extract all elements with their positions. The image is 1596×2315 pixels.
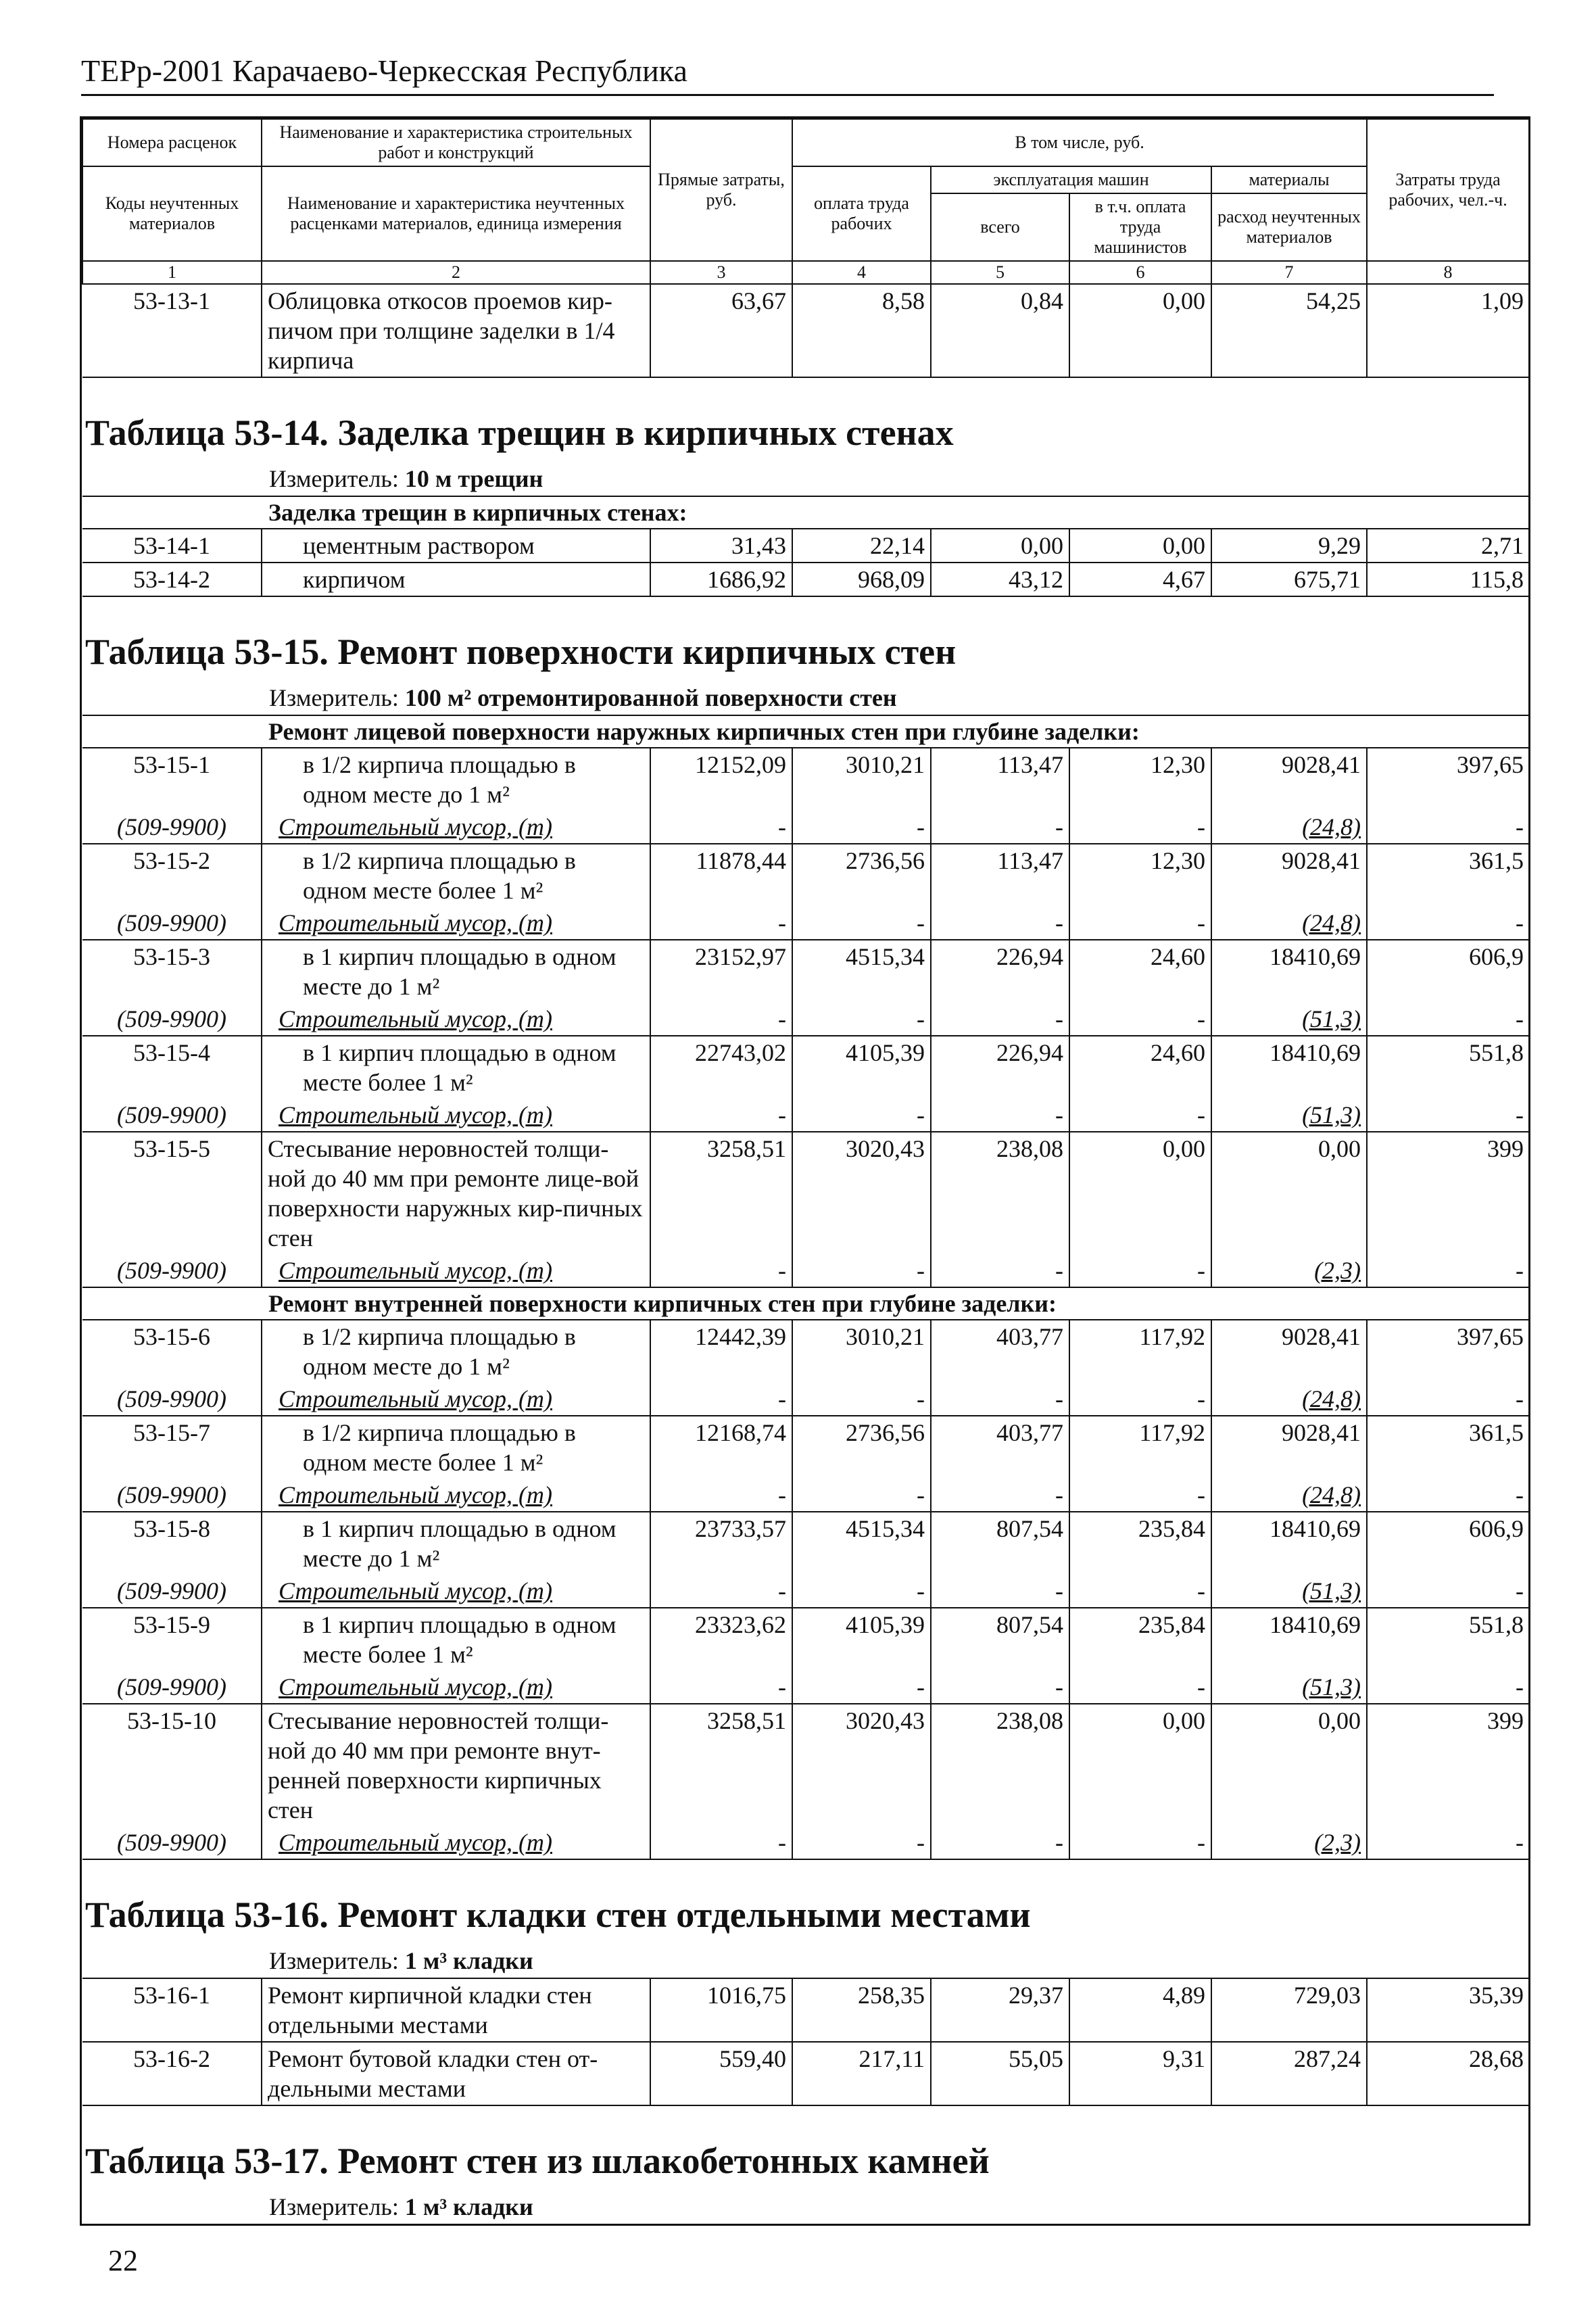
- row-name: в 1 кирпич площадью в одном месте более 1 м²: [262, 1036, 650, 1099]
- row-value: 4105,39: [792, 1608, 931, 1671]
- material-consumption: (24,8): [1211, 1383, 1367, 1416]
- col-header-direct-costs: Прямые затраты, руб.: [650, 119, 792, 261]
- table-row: [82, 1608, 1529, 1671]
- row-value: 606,9: [1367, 1512, 1529, 1575]
- meter-value: 10 м трещин: [404, 465, 543, 492]
- meter-label: Измеритель:: [269, 1947, 399, 1974]
- dash-value: -: [792, 1826, 931, 1859]
- waste-material-row: [82, 1575, 1529, 1608]
- col-header-machine-operators: в т.ч. оплата труда машинистов: [1069, 193, 1211, 261]
- waste-material-row: [82, 1254, 1529, 1287]
- material-consumption: (2,3): [1211, 1826, 1367, 1859]
- row-value: 235,84: [1069, 1608, 1211, 1671]
- section-heading: Ремонт лицевой поверхности наружных кирпичных стен при глубине заделки:: [82, 715, 1529, 748]
- row-value: 397,65: [1367, 1320, 1529, 1383]
- row-value: 403,77: [931, 1416, 1069, 1479]
- material-code: (509-9900): [82, 1099, 262, 1132]
- waste-material-row: [82, 811, 1529, 844]
- row-value: 18410,69: [1211, 1512, 1367, 1575]
- row-code: 53-14-1: [82, 529, 262, 563]
- row-code: 53-15-6: [82, 1320, 262, 1383]
- dash-value: -: [650, 1671, 792, 1704]
- row-value: 2736,56: [792, 1416, 931, 1479]
- row-value: 551,8: [1367, 1036, 1529, 1099]
- row-value: 226,94: [931, 940, 1069, 1003]
- row-value: 115,8: [1367, 563, 1529, 596]
- row-value: 4,89: [1069, 1978, 1211, 2042]
- row-code: 53-14-2: [82, 563, 262, 596]
- col-header-materials: материалы: [1211, 166, 1367, 193]
- row-code: 53-13-1: [82, 284, 262, 377]
- row-value: 23733,57: [650, 1512, 792, 1575]
- row-value: 117,92: [1069, 1416, 1211, 1479]
- waste-material-row: [82, 907, 1529, 940]
- row-name: Облицовка откосов проемов кир-пичом при толщине заделки в 1/4 кирпича: [262, 284, 650, 377]
- table-title: Таблица 53-15. Ремонт поверхности кирпичных стен: [82, 596, 1529, 681]
- col-header-materials-consumption: расход неучтенных материалов: [1211, 193, 1367, 261]
- dash-value: -: [792, 811, 931, 844]
- material-consumption: (51,3): [1211, 1671, 1367, 1704]
- material-name: [262, 811, 650, 844]
- row-value: 3010,21: [792, 1320, 931, 1383]
- column-number: 4: [792, 261, 931, 284]
- material-code: (509-9900): [82, 1254, 262, 1287]
- row-value: 3020,43: [792, 1704, 931, 1826]
- material-name: [262, 1575, 650, 1608]
- dash-value: -: [931, 1254, 1069, 1287]
- row-value: 9028,41: [1211, 844, 1367, 907]
- table-53-17: [82, 2105, 1529, 2224]
- row-value: 3258,51: [650, 1132, 792, 1254]
- col-header-material-codes: Коды неучтенных материалов: [82, 166, 262, 261]
- material-consumption: (51,3): [1211, 1575, 1367, 1608]
- dash-value: -: [1069, 1575, 1211, 1608]
- row-value: 361,5: [1367, 1416, 1529, 1479]
- col-header-including: В том числе, руб.: [792, 119, 1367, 166]
- table-row: [82, 1704, 1529, 1826]
- column-number: 7: [1211, 261, 1367, 284]
- waste-material-row: [82, 1671, 1529, 1704]
- meter-value: 1 м³ кладки: [404, 2193, 533, 2220]
- row-value: 397,65: [1367, 748, 1529, 811]
- row-value: 29,37: [931, 1978, 1069, 2042]
- row-code: 53-16-2: [82, 2042, 262, 2105]
- col-header-machines: эксплуатация машин: [931, 166, 1211, 193]
- material-name-text: Строительный мусор, (т): [279, 1005, 552, 1032]
- material-name-text: Строительный мусор, (т): [279, 1481, 552, 1508]
- table-53-14: [82, 377, 1529, 596]
- dash-value: -: [1069, 1671, 1211, 1704]
- dash-value: -: [931, 1826, 1069, 1859]
- material-consumption: (24,8): [1211, 811, 1367, 844]
- row-value: 9,29: [1211, 529, 1367, 563]
- row-name: Ремонт кирпичной кладки стен отдельными местами: [262, 1978, 650, 2042]
- material-code: (509-9900): [82, 811, 262, 844]
- dash-value: -: [931, 1383, 1069, 1416]
- material-consumption: (51,3): [1211, 1099, 1367, 1132]
- material-code: (509-9900): [82, 907, 262, 940]
- row-value: 1686,92: [650, 563, 792, 596]
- price-table-sheet: [80, 116, 1530, 2226]
- dash-value: -: [1516, 1673, 1524, 1700]
- row-value: 1016,75: [650, 1978, 792, 2042]
- column-number: 3: [650, 261, 792, 284]
- material-consumption: (2,3): [1211, 1254, 1367, 1287]
- row-value: 0,84: [931, 284, 1069, 377]
- table-meter: [82, 2190, 1529, 2224]
- dash-value: -: [931, 1575, 1069, 1608]
- row-name: в 1/2 кирпича площадью в одном месте более 1 м²: [262, 844, 650, 907]
- dash-value: -: [1516, 1005, 1524, 1032]
- meter-label: Измеритель:: [269, 684, 399, 711]
- col-header-codes: Номера расценок: [82, 119, 262, 166]
- table-53-15-inner-rows: [82, 1320, 1529, 1859]
- table-meter: [82, 1944, 1529, 1978]
- table-row: [82, 563, 1529, 596]
- row-value: 807,54: [931, 1608, 1069, 1671]
- row-value: 23152,97: [650, 940, 792, 1003]
- row-value: 12442,39: [650, 1320, 792, 1383]
- row-name: в 1 кирпич площадью в одном месте до 1 м²: [262, 1512, 650, 1575]
- row-value: 606,9: [1367, 940, 1529, 1003]
- row-name: в 1 кирпич площадью в одном месте более 1 м²: [262, 1608, 650, 1671]
- material-code: (509-9900): [82, 1671, 262, 1704]
- column-number: 5: [931, 261, 1069, 284]
- dash-value: -: [1069, 1826, 1211, 1859]
- row-value: 226,94: [931, 1036, 1069, 1099]
- row-value: 3258,51: [650, 1704, 792, 1826]
- row-value: 55,05: [931, 2042, 1069, 2105]
- dash-value: -: [1069, 1383, 1211, 1416]
- row-value: 9028,41: [1211, 748, 1367, 811]
- row-name: в 1/2 кирпича площадью в одном месте до 1 м²: [262, 748, 650, 811]
- row-value: 22743,02: [650, 1036, 792, 1099]
- col-header-name: Наименование и характеристика строительных работ и конструкций: [262, 119, 650, 166]
- material-code: (509-9900): [82, 1479, 262, 1512]
- row-value: 12168,74: [650, 1416, 792, 1479]
- row-value: 361,5: [1367, 844, 1529, 907]
- row-value: 63,67: [650, 284, 792, 377]
- table-53-16: [82, 1859, 1529, 2105]
- dash-value: -: [650, 1479, 792, 1512]
- row-name: цементным раствором: [262, 529, 650, 563]
- waste-material-row: [82, 1383, 1529, 1416]
- table-title: Таблица 53-14. Заделка трещин в кирпичных стенах: [82, 377, 1529, 462]
- row-code: 53-15-10: [82, 1704, 262, 1826]
- material-name: [262, 1479, 650, 1512]
- row-value: 807,54: [931, 1512, 1069, 1575]
- material-code: (509-9900): [82, 1826, 262, 1859]
- row-value: 117,92: [1069, 1320, 1211, 1383]
- row-value: 0,00: [1069, 529, 1211, 563]
- material-name-text: Строительный мусор, (т): [279, 813, 552, 840]
- table-row: [82, 284, 1529, 377]
- row-value: 403,77: [931, 1320, 1069, 1383]
- table-row: [82, 529, 1529, 563]
- col-header-machines-total: всего: [931, 193, 1069, 261]
- material-name: [262, 1383, 650, 1416]
- row-value: 11878,44: [650, 844, 792, 907]
- material-name: [262, 1826, 650, 1859]
- row-value: 18410,69: [1211, 1036, 1367, 1099]
- material-name: [262, 1254, 650, 1287]
- dash-value: -: [792, 1003, 931, 1036]
- row-value: 18410,69: [1211, 940, 1367, 1003]
- section-heading: Ремонт внутренней поверхности кирпичных стен при глубине заделки:: [82, 1287, 1529, 1320]
- material-name-text: Строительный мусор, (т): [279, 1385, 552, 1412]
- row-name: Стесывание неровностей толщи-ной до 40 мм при ремонте внут-ренней поверхности кирпичных стен: [262, 1704, 650, 1826]
- material-name: [262, 1003, 650, 1036]
- dash-value: -: [650, 1099, 792, 1132]
- dash-value: -: [1069, 1003, 1211, 1036]
- row-value: 28,68: [1367, 2042, 1529, 2105]
- row-value: 4515,34: [792, 940, 931, 1003]
- row-value: 0,00: [1069, 284, 1211, 377]
- col-header-material-name: Наименование и характеристика неучтенных расценками материалов, единица измерения: [262, 166, 650, 261]
- dash-value: -: [650, 1383, 792, 1416]
- row-value: 675,71: [1211, 563, 1367, 596]
- material-name: [262, 907, 650, 940]
- dash-value: -: [792, 907, 931, 940]
- row-value: 0,00: [1211, 1704, 1367, 1826]
- row-value: 24,60: [1069, 1036, 1211, 1099]
- dash-value: -: [1069, 811, 1211, 844]
- dash-value: -: [1516, 1101, 1524, 1128]
- row-value: 399: [1367, 1132, 1529, 1254]
- col-header-workers-pay: оплата труда рабочих: [792, 166, 931, 261]
- dash-value: -: [1516, 1385, 1524, 1412]
- row-value: 9028,41: [1211, 1320, 1367, 1383]
- row-value: 0,00: [931, 529, 1069, 563]
- dash-value: -: [650, 907, 792, 940]
- table-53-15: [82, 596, 1529, 748]
- row-name: кирпичом: [262, 563, 650, 596]
- row-value: 235,84: [1069, 1512, 1211, 1575]
- dash-value: -: [1516, 1577, 1524, 1604]
- row-value: 559,40: [650, 2042, 792, 2105]
- material-code: (509-9900): [82, 1383, 262, 1416]
- dash-value: -: [792, 1575, 931, 1608]
- row-value: 23323,62: [650, 1608, 792, 1671]
- material-code: (509-9900): [82, 1575, 262, 1608]
- dash-value: -: [650, 1826, 792, 1859]
- dash-value: -: [931, 1099, 1069, 1132]
- dash-value: -: [792, 1479, 931, 1512]
- row-value: 4,67: [1069, 563, 1211, 596]
- price-table: [82, 118, 1530, 2224]
- row-value: 1,09: [1367, 284, 1529, 377]
- page-number: 22: [108, 2244, 138, 2277]
- row-name: Стесывание неровностей толщи-ной до 40 мм при ремонте лице-вой поверхности наружных кир-пичных стен: [262, 1132, 650, 1254]
- column-number: 1: [82, 261, 262, 284]
- dash-value: -: [650, 1575, 792, 1608]
- dash-value: -: [792, 1254, 931, 1287]
- table-row: [82, 844, 1529, 907]
- row-value: 18410,69: [1211, 1608, 1367, 1671]
- dash-value: -: [931, 1671, 1069, 1704]
- dash-value: -: [1516, 1829, 1524, 1856]
- table-title: Таблица 53-17. Ремонт стен из шлакобетонных камней: [82, 2105, 1529, 2190]
- column-number: 8: [1367, 261, 1529, 284]
- row-value: 12,30: [1069, 844, 1211, 907]
- dash-value: -: [792, 1099, 931, 1132]
- row-value: 729,03: [1211, 1978, 1367, 2042]
- dash-value: -: [792, 1383, 931, 1416]
- dash-value: -: [650, 811, 792, 844]
- row-code: 53-15-2: [82, 844, 262, 907]
- dash-value: -: [931, 811, 1069, 844]
- row-code: 53-15-3: [82, 940, 262, 1003]
- meter-label: Измеритель:: [269, 2193, 399, 2220]
- table-row: [82, 748, 1529, 811]
- row-value: 113,47: [931, 748, 1069, 811]
- waste-material-row: [82, 1479, 1529, 1512]
- column-number: 6: [1069, 261, 1211, 284]
- row-name: Ремонт бутовой кладки стен от-дельными местами: [262, 2042, 650, 2105]
- row-value: 8,58: [792, 284, 931, 377]
- row-value: 3020,43: [792, 1132, 931, 1254]
- table-title: Таблица 53-16. Ремонт кладки стен отдельными местами: [82, 1859, 1529, 1944]
- row-code: 53-15-5: [82, 1132, 262, 1254]
- row-value: 4105,39: [792, 1036, 931, 1099]
- row-name: в 1/2 кирпича площадью в одном месте более 1 м²: [262, 1416, 650, 1479]
- table-row: [82, 1512, 1529, 1575]
- row-name: в 1/2 кирпича площадью в одном месте до 1 м²: [262, 1320, 650, 1383]
- row-value: 35,39: [1367, 1978, 1529, 2042]
- dash-value: -: [1516, 909, 1524, 936]
- row-value: 2,71: [1367, 529, 1529, 563]
- table-row: [82, 1978, 1529, 2042]
- row-value: 22,14: [792, 529, 931, 563]
- row-code: 53-15-7: [82, 1416, 262, 1479]
- material-name: [262, 1099, 650, 1132]
- material-name-text: Строительный мусор, (т): [279, 1829, 552, 1856]
- row-value: 258,35: [792, 1978, 931, 2042]
- table-53-15-outer-rows: [82, 748, 1529, 1287]
- dash-value: -: [1069, 1479, 1211, 1512]
- table-row: [82, 1320, 1529, 1383]
- dash-value: -: [650, 1254, 792, 1287]
- row-value: 3010,21: [792, 748, 931, 811]
- waste-material-row: [82, 1099, 1529, 1132]
- material-consumption: (51,3): [1211, 1003, 1367, 1036]
- page-header: ТЕРр-2001 Карачаево-Черкесская Республика: [81, 53, 1494, 96]
- dash-value: -: [1069, 1099, 1211, 1132]
- col-header-labor: Затраты труда рабочих, чел.-ч.: [1367, 119, 1529, 261]
- table-row: [82, 940, 1529, 1003]
- dash-value: -: [792, 1671, 931, 1704]
- material-name-text: Строительный мусор, (т): [279, 1101, 552, 1128]
- material-name: [262, 1671, 650, 1704]
- table-row: [82, 1132, 1529, 1254]
- column-number: 2: [262, 261, 650, 284]
- row-value: 0,00: [1211, 1132, 1367, 1254]
- dash-value: -: [1069, 907, 1211, 940]
- dash-value: -: [1069, 1254, 1211, 1287]
- row-code: 53-15-4: [82, 1036, 262, 1099]
- row-value: 12152,09: [650, 748, 792, 811]
- meter-label: Измеритель:: [269, 465, 399, 492]
- row-value: 12,30: [1069, 748, 1211, 811]
- row-code: 53-15-8: [82, 1512, 262, 1575]
- dash-value: -: [931, 1003, 1069, 1036]
- material-code: (509-9900): [82, 1003, 262, 1036]
- row-value: 31,43: [650, 529, 792, 563]
- row-value: 238,08: [931, 1132, 1069, 1254]
- row-code: 53-15-1: [82, 748, 262, 811]
- row-value: 551,8: [1367, 1608, 1529, 1671]
- row-code: 53-16-1: [82, 1978, 262, 2042]
- row-value: 4515,34: [792, 1512, 931, 1575]
- material-name-text: Строительный мусор, (т): [279, 1257, 552, 1284]
- meter-value: 100 м² отремонтированной поверхности стен: [404, 684, 897, 711]
- row-value: 54,25: [1211, 284, 1367, 377]
- table-meter: [82, 462, 1529, 496]
- row-value: 0,00: [1069, 1704, 1211, 1826]
- row-name: в 1 кирпич площадью в одном месте до 1 м²: [262, 940, 650, 1003]
- row-value: 287,24: [1211, 2042, 1367, 2105]
- row-code: 53-15-9: [82, 1608, 262, 1671]
- row-value: 43,12: [931, 563, 1069, 596]
- section-heading: Заделка трещин в кирпичных стенах:: [82, 496, 1529, 529]
- dash-value: -: [1516, 1481, 1524, 1508]
- row-value: 217,11: [792, 2042, 931, 2105]
- table-row: [82, 1036, 1529, 1099]
- row-value: 238,08: [931, 1704, 1069, 1826]
- material-name-text: Строительный мусор, (т): [279, 1577, 552, 1604]
- table-meter: [82, 681, 1529, 715]
- dash-value: -: [1516, 1257, 1524, 1284]
- material-consumption: (24,8): [1211, 907, 1367, 940]
- dash-value: -: [1516, 813, 1524, 840]
- material-name-text: Строительный мусор, (т): [279, 1673, 552, 1700]
- table-row: [82, 2042, 1529, 2105]
- material-name-text: Строительный мусор, (т): [279, 909, 552, 936]
- dash-value: -: [650, 1003, 792, 1036]
- row-value: 0,00: [1069, 1132, 1211, 1254]
- column-numbers-row: [82, 261, 1529, 284]
- row-value: 9028,41: [1211, 1416, 1367, 1479]
- row-value: 2736,56: [792, 844, 931, 907]
- row-value: 399: [1367, 1704, 1529, 1826]
- table-row: [82, 1416, 1529, 1479]
- row-value: 968,09: [792, 563, 931, 596]
- row-value: 9,31: [1069, 2042, 1211, 2105]
- dash-value: -: [931, 1479, 1069, 1512]
- dash-value: -: [931, 907, 1069, 940]
- meter-value: 1 м³ кладки: [404, 1947, 533, 1974]
- row-value: 24,60: [1069, 940, 1211, 1003]
- waste-material-row: [82, 1826, 1529, 1859]
- material-consumption: (24,8): [1211, 1479, 1367, 1512]
- row-value: 113,47: [931, 844, 1069, 907]
- waste-material-row: [82, 1003, 1529, 1036]
